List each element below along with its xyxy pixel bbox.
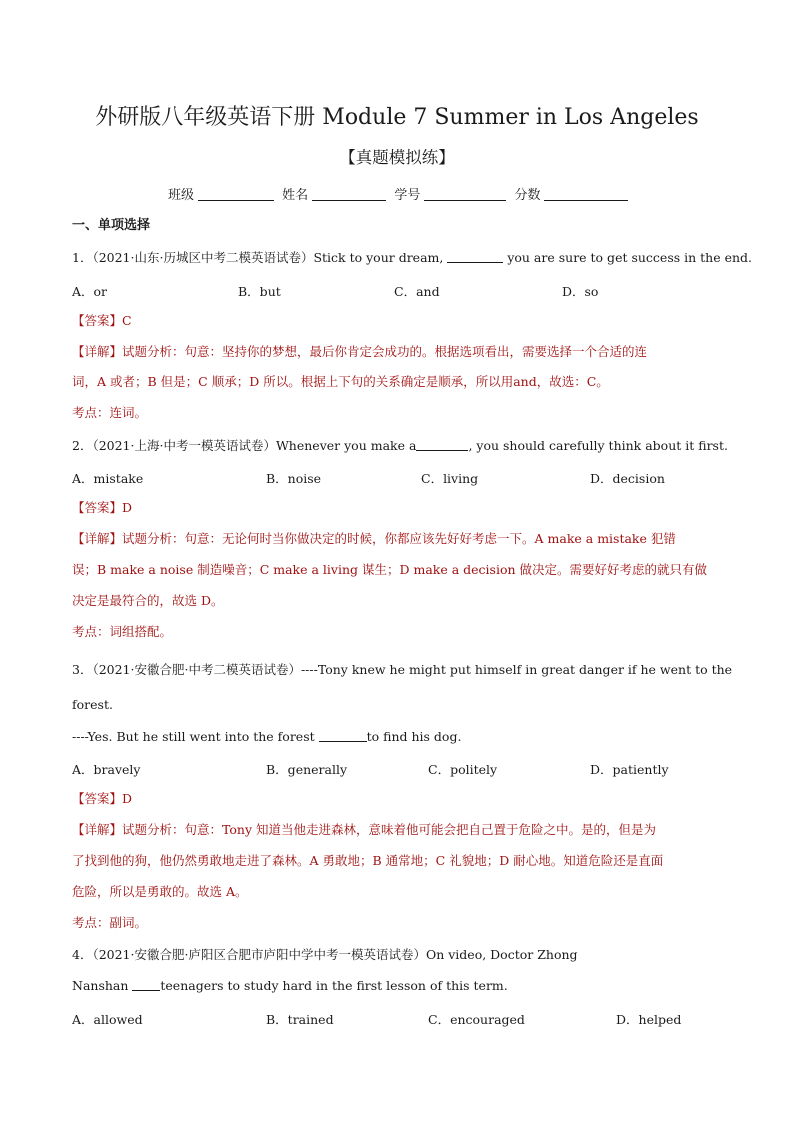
student-info-row (168, 186, 632, 205)
section-title: 一、单项选择 (72, 218, 151, 233)
q2-detail-line-2: 误；B make a noise 制造噪音；C make a living 谋生；D make a decision 做决定。需要好好考虑的就只有做 (72, 562, 708, 577)
class-label: 班级 (168, 188, 195, 203)
q2-option-c: C．living (421, 471, 479, 486)
score-blank[interactable] (544, 186, 628, 201)
q4-stem-text: Nanshan (72, 978, 133, 993)
q2-blank (416, 438, 468, 451)
document-subtitle: 【真题模拟练】 (339, 148, 455, 167)
q2-stem-text: 2．（2021·上海·中考一模英语试卷）Whenever you make a (72, 438, 417, 453)
q3-stem-text: ----Yes. But he still went into the forest (72, 729, 319, 744)
question-2-stem (72, 438, 728, 454)
score-label: 分数 (514, 188, 541, 203)
q2-detail-line-1 (72, 531, 676, 547)
q1-detail-line-1 (72, 344, 647, 360)
question-3-stem-line3 (72, 729, 461, 745)
q1-answer-value: C (122, 313, 132, 328)
name-blank[interactable] (312, 186, 386, 201)
q3-detail-text-1: 试题分析：句意：Tony 知道当他走进森林，意味着他可能会把自己置于危险之中。是的，但是为 (122, 822, 656, 837)
q3-option-c: C．politely (428, 762, 498, 777)
q4-option-b: B．trained (266, 1012, 334, 1027)
q3-point: 考点：副词。 (72, 915, 148, 930)
id-blank[interactable] (424, 186, 506, 201)
q2-point: 考点：词组搭配。 (72, 624, 173, 639)
q3-answer-value: D (122, 791, 133, 806)
name-label: 姓名 (282, 188, 309, 203)
question-3-stem: 3．（2021·安徽合肥·中考二模英语试卷）----Tony knew he might put himself in great danger if he went to the (72, 662, 733, 677)
q2-detail-line-3: 决定是最符合的，故选 D。 (72, 593, 224, 608)
q2-option-b: B．noise (266, 471, 322, 486)
q3-option-a: A．bravely (72, 762, 141, 777)
q4-stem-after: teenagers to study hard in the first lesson of this term. (160, 978, 508, 993)
question-4-stem: 4．（2021·安徽合肥·庐阳区合肥市庐阳中学中考一模英语试卷）On video, Doctor Zhong (72, 947, 578, 962)
q3-detail-line-2: 了找到他的狗，他仍然勇敢地走进了森林。A 勇敢地；B 通常地；C 礼貌地；D 耐心地。知道危险还是直面 (72, 853, 664, 868)
q2-detail-text-1: 试题分析：句意：无论何时当你做决定的时候，你都应该先好好考虑一下。A make a mistake 犯错 (122, 531, 676, 546)
q1-answer-label: 【答案】 (72, 313, 123, 328)
q3-option-d: D．patiently (590, 762, 669, 777)
q3-detail-label: 【详解】 (72, 822, 123, 837)
q1-detail-text-1: 试题分析：句意：坚持你的梦想，最后你肯定会成功的。根据选项看出，需要选择一个合适的连 (122, 344, 648, 359)
q2-answer (72, 500, 132, 516)
q4-option-d: D．helped (616, 1012, 682, 1027)
question-3-stem-line2: forest. (72, 697, 113, 712)
id-label: 学号 (394, 188, 421, 203)
q1-option-c: C．and (394, 284, 440, 299)
q3-option-b: B．generally (266, 762, 348, 777)
question-4-stem-line2 (72, 978, 508, 994)
question-1-stem (72, 250, 752, 266)
q1-answer (72, 313, 132, 329)
q2-answer-label: 【答案】 (72, 500, 123, 515)
q3-answer (72, 791, 132, 807)
q1-option-d: D．so (562, 284, 599, 299)
q4-blank (132, 978, 160, 991)
q1-stem-text: 1．（2021·山东·历城区中考二模英语试卷）Stick to your dream, (72, 250, 448, 265)
q4-option-a: A．allowed (72, 1012, 143, 1027)
q2-detail-label: 【详解】 (72, 531, 123, 546)
q3-detail-line-3: 危险，所以是勇敢的。故选 A。 (72, 884, 248, 899)
q1-detail-line-2: 词，A 或者；B 但是；C 顺承；D 所以。根据上下句的关系确定是顺承，所以用and，故选：C。 (72, 374, 609, 389)
q2-stem-after: , you should carefully think about it first. (468, 438, 728, 453)
q1-blank (447, 250, 503, 263)
q2-option-a: A．mistake (72, 471, 144, 486)
q1-option-a: A．or (72, 284, 108, 299)
q2-answer-value: D (122, 500, 133, 515)
q1-option-b: B．but (238, 284, 281, 299)
q3-blank (319, 729, 367, 742)
q3-stem-after: to find his dog. (366, 729, 462, 744)
document-title: 外研版八年级英语下册 Module 7 Summer in Los Angeles (95, 105, 699, 130)
q1-stem-after: you are sure to get success in the end. (503, 250, 753, 265)
q3-answer-label: 【答案】 (72, 791, 123, 806)
q4-option-c: C．encouraged (428, 1012, 525, 1027)
q1-point: 考点：连词。 (72, 405, 148, 420)
q3-detail-line-1 (72, 822, 656, 838)
q2-option-d: D．decision (590, 471, 665, 486)
q1-detail-label: 【详解】 (72, 344, 123, 359)
class-blank[interactable] (198, 186, 274, 201)
